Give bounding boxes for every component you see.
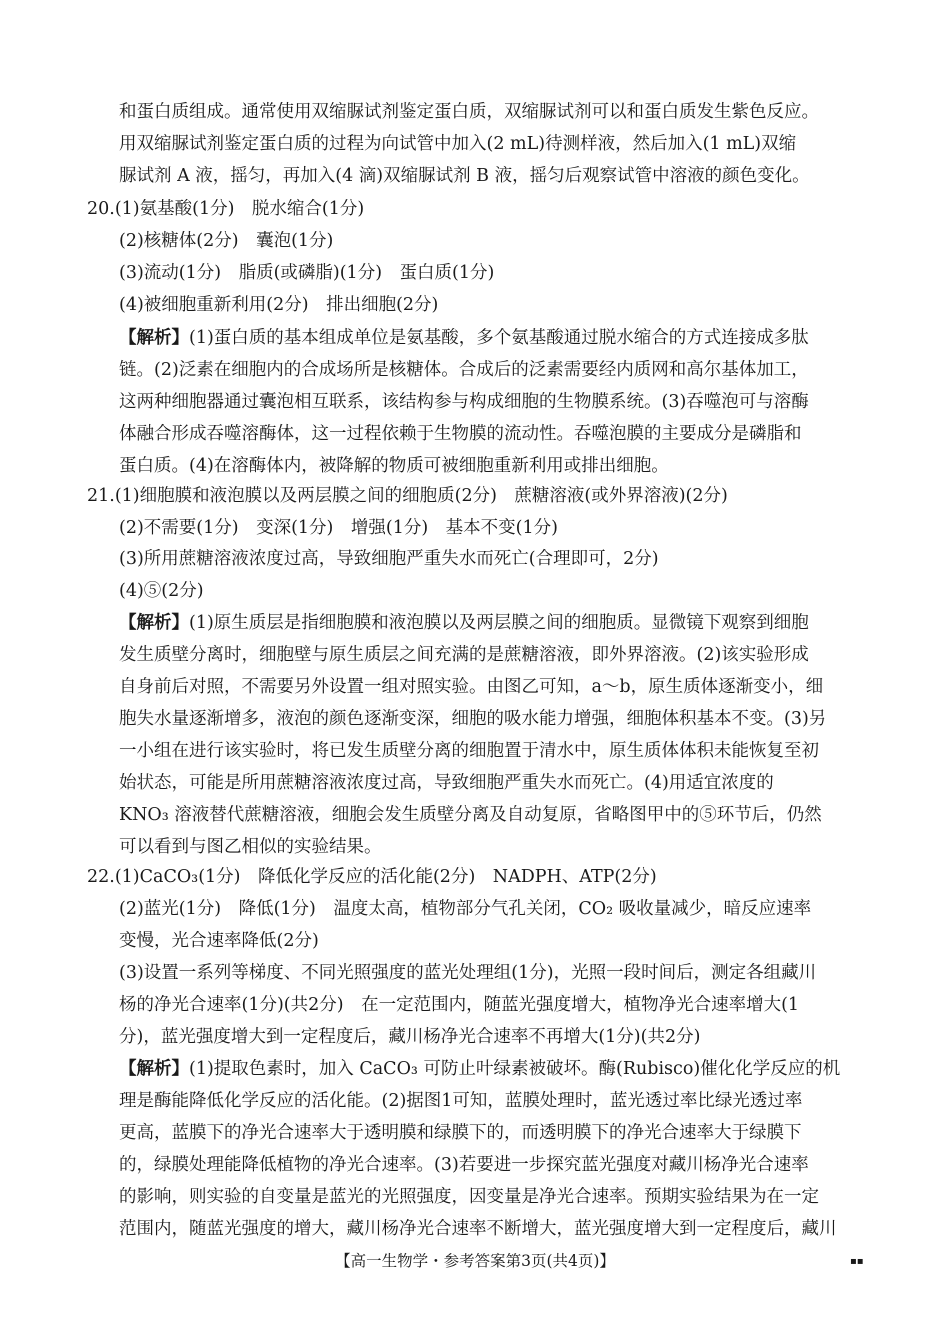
answer-line: 分)，蓝光强度增大到一定程度后，藏川杨净光合速率不再增大(1分)(共2分) — [119, 1027, 701, 1047]
text-line: 理是酶能降低化学反应的活化能。(2)据图1可知，蓝膜处理时，蓝光透过率比绿光透过率 — [119, 1091, 803, 1111]
answer-line: 变慢，光合速率降低(2分) — [119, 931, 319, 951]
text-line: 这两种细胞器通过囊泡相互联系，该结构参与构成细胞的生物膜系统。(3)吞噬泡可与溶酶 — [119, 392, 809, 412]
text-line: 的影响，则实验的自变量是蓝光的光照强度，因变量是净光合速率。预期实验结果为在一定 — [119, 1187, 819, 1207]
page-mark: ▪▪ — [850, 1256, 864, 1267]
answer-line: (3)设置一系列等梯度、不同光照强度的蓝光处理组(1分)，光照一段时间后，测定各组藏川 — [119, 963, 817, 983]
answer-line: (2)不需要(1分) 变深(1分) 增强(1分) 基本不变(1分) — [119, 518, 558, 538]
answer-line: (3)流动(1分) 脂质(或磷脂)(1分) 蛋白质(1分) — [119, 263, 495, 283]
answer-line: (4)被细胞重新利用(2分) 排出细胞(2分) — [119, 295, 439, 315]
analysis-text: (1)提取色素时，加入 CaCO₃ 可防止叶绿素被破坏。酶(Rubisco)催化化学反应的机 — [189, 1059, 841, 1079]
text-line: 脲试剂 A 液，摇匀，再加入(4 滴)双缩脲试剂 B 液，摇匀后观察试管中溶液的颜色变化。 — [119, 166, 810, 186]
text-line: 更高，蓝膜下的净光合速率大于透明膜和绿膜下的，而透明膜下的净光合速率大于绿膜下 — [119, 1123, 802, 1143]
analysis-line — [119, 322, 861, 354]
text-line: 范围内，随蓝光强度的增大，藏川杨净光合速率不断增大，蓝光强度增大到一定程度后，藏川 — [119, 1219, 837, 1239]
text-line: 始状态，可能是所用蔗糖溶液浓度过高，导致细胞严重失水而死亡。(4)用适宜浓度的 — [119, 773, 774, 793]
text-line: 一小组在进行该实验时，将已发生质壁分离的细胞置于清水中，原生质体体积未能恢复至初 — [119, 741, 819, 761]
question-22-line: 22.(1)CaCO₃(1分) 降低化学反应的活化能(2分) NADPH、ATP(2分) — [87, 867, 657, 887]
text-line: 自身前后对照，不需要另外设置一组对照实验。由图乙可知，a～b，原生质体逐渐变小，细 — [119, 677, 824, 697]
analysis-text: (1)蛋白质的基本组成单位是氨基酸，多个氨基酸通过脱水缩合的方式连接成多肽 — [189, 328, 809, 348]
text-line: 蛋白质。(4)在溶酶体内，被降解的物质可被细胞重新利用或排出细胞。 — [119, 456, 669, 476]
analysis-text: (1)原生质层是指细胞膜和液泡膜以及两层膜之间的细胞质。显微镜下观察到细胞 — [189, 613, 809, 633]
text-line: 体融合形成吞噬溶酶体，这一过程依赖于生物膜的流动性。吞噬泡膜的主要成分是磷脂和 — [119, 424, 802, 444]
answer-line: (2)核糖体(2分) 囊泡(1分) — [119, 231, 334, 251]
answer-line: (3)所用蔗糖溶液浓度过高，导致细胞严重失水而死亡(合理即可，2分) — [119, 549, 659, 569]
page-footer: 【高一生物学・参考答案第3页(共4页)】 — [335, 1252, 615, 1270]
question-21-line: 21.(1)细胞膜和液泡膜以及两层膜之间的细胞质(2分) 蔗糖溶液(或外界溶液)(2分) — [87, 486, 728, 506]
text-line: 和蛋白质组成。通常使用双缩脲试剂鉴定蛋白质，双缩脲试剂可以和蛋白质发生紫色反应。 — [119, 102, 819, 122]
analysis-label: 【解析】 — [119, 328, 189, 348]
question-20-line: 20.(1)氨基酸(1分) 脱水缩合(1分) — [87, 199, 365, 219]
text-line: KNO₃ 溶液替代蔗糖溶液，细胞会发生质壁分离及自动复原，省略图甲中的⑤环节后，仍然 — [119, 805, 822, 825]
text-line: 胞失水量逐渐增多，液泡的颜色逐渐变深，细胞的吸水能力增强，细胞体积基本不变。(3)另 — [119, 709, 827, 729]
analysis-label: 【解析】 — [119, 1059, 189, 1079]
answer-line: (2)蓝光(1分) 降低(1分) 温度太高，植物部分气孔关闭，CO₂ 吸收量减少，暗反应速率 — [119, 899, 812, 919]
answer-line: (4)⑤(2分) — [119, 581, 204, 601]
answer-line: 杨的净光合速率(1分)(共2分) 在一定范围内，随蓝光强度增大，植物净光合速率增大(1 — [119, 995, 800, 1015]
analysis-line — [119, 607, 861, 639]
text-line: 发生质壁分离时，细胞壁与原生质层之间充满的是蔗糖溶液，即外界溶液。(2)该实验形成 — [119, 645, 809, 665]
text-line: 用双缩脲试剂鉴定蛋白质的过程为向试管中加入(2 mL)待测样液，然后加入(1 mL)双缩 — [119, 134, 797, 154]
text-line: 的，绿膜处理能降低植物的净光合速率。(3)若要进一步探究蓝光强度对藏川杨净光合速率 — [119, 1155, 809, 1175]
analysis-line — [119, 1053, 861, 1085]
text-line: 链。(2)泛素在细胞内的合成场所是核糖体。合成后的泛素需要经内质网和高尔基体加工， — [119, 360, 809, 380]
text-line: 可以看到与图乙相似的实验结果。 — [119, 837, 382, 857]
analysis-label: 【解析】 — [119, 613, 189, 633]
